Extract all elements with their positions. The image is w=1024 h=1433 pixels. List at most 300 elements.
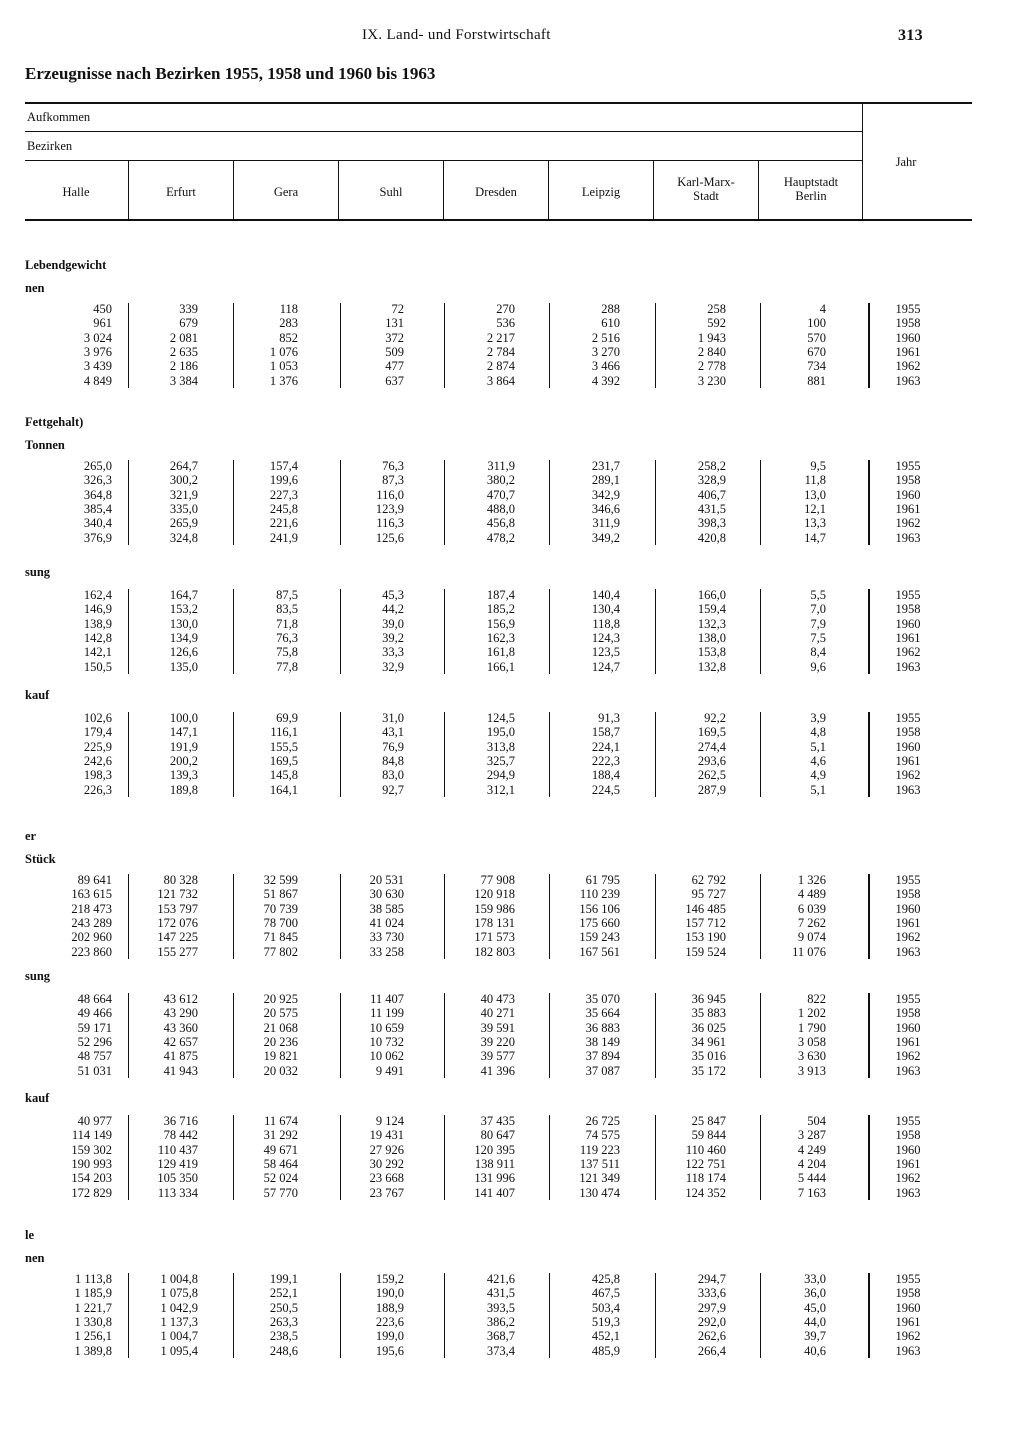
column-header-7: Hauptstadt Berlin [783, 175, 839, 203]
table-cell: 297,9 [697, 1300, 726, 1315]
table-cell: 1 053 [269, 359, 298, 374]
year-cell: 1958 [895, 1128, 921, 1143]
table-cell: 592 [707, 316, 726, 331]
table-cell: 221,6 [269, 516, 298, 531]
table-cell: 274,4 [697, 739, 726, 754]
table-cell: 44,0 [804, 1314, 826, 1329]
table-cell: 41 875 [163, 1049, 198, 1064]
table-cell: 130,4 [591, 602, 620, 617]
table-cell: 87,5 [276, 588, 298, 602]
table-cell: 110 437 [157, 1142, 198, 1157]
table-cell: 339 [179, 302, 198, 316]
table-cell: 1 221,7 [74, 1300, 112, 1315]
table-cell: 153 797 [157, 901, 198, 916]
table-cell: 372 [385, 330, 404, 345]
section-label: Fettgehalt) [25, 415, 84, 429]
table-cell: 311,9 [487, 459, 515, 473]
table-cell: 20 032 [263, 1063, 298, 1078]
table-cell: 87,3 [382, 473, 404, 488]
table-cell: 1 004,7 [160, 1329, 198, 1344]
table-cell: 223,6 [375, 1314, 404, 1329]
table-cell: 130,0 [169, 616, 198, 631]
table-cell: 57 770 [263, 1185, 298, 1200]
table-cell: 35 172 [691, 1063, 726, 1078]
table-cell: 5,5 [810, 588, 826, 602]
table-cell: 485,9 [591, 1343, 620, 1358]
table-cell: 504 [807, 1114, 826, 1128]
table-cell: 14,7 [804, 530, 826, 545]
table-cell: 199,0 [375, 1329, 404, 1344]
table-cell: 19 821 [263, 1049, 298, 1064]
table-cell: 380,2 [486, 473, 515, 488]
table-cell: 110 460 [685, 1142, 726, 1157]
table-cell: 292,0 [697, 1314, 726, 1329]
table-cell: 26 725 [585, 1114, 620, 1128]
table-cell: 142,1 [83, 645, 112, 660]
table-cell: 245,8 [269, 501, 298, 516]
table-cell: 670 [807, 344, 826, 359]
table-cell: 7 163 [797, 1185, 826, 1200]
section-label: kauf [25, 688, 50, 702]
table-cell: 59 171 [77, 1020, 112, 1035]
table-cell: 20 925 [263, 992, 298, 1006]
table-cell: 5,1 [810, 782, 826, 797]
table-cell: 262,6 [697, 1329, 726, 1344]
table-cell: 92,7 [382, 782, 404, 797]
table-cell: 243 289 [71, 915, 112, 930]
table-cell: 141 407 [474, 1185, 515, 1200]
table-cell: 11 674 [264, 1114, 298, 1128]
table-cell: 2 840 [697, 344, 726, 359]
table-cell: 76,3 [276, 630, 298, 645]
table-cell: 456,8 [486, 516, 515, 531]
year-cell: 1960 [895, 739, 921, 754]
table-cell: 822 [807, 992, 826, 1006]
header-column-divider [653, 161, 654, 220]
table-cell: 333,6 [697, 1286, 726, 1301]
table-cell: 198,3 [83, 768, 112, 783]
year-cell: 1955 [895, 459, 921, 473]
table-cell: 2 186 [169, 359, 198, 374]
table-cell: 35 070 [585, 992, 620, 1006]
table-cell: 5 444 [797, 1171, 826, 1186]
table-cell: 478,2 [486, 530, 515, 545]
table-cell: 9,6 [810, 659, 826, 674]
table-cell: 159,2 [375, 1272, 404, 1286]
table-cell: 36 716 [163, 1114, 198, 1128]
header-bezirken: Bezirken [27, 139, 73, 153]
table-cell: 44,2 [382, 602, 404, 617]
table-cell: 225,9 [83, 739, 112, 754]
table-cell: 59 844 [691, 1128, 726, 1143]
table-cell: 25 847 [691, 1114, 726, 1128]
table-cell: 61 795 [585, 873, 620, 887]
table-cell: 287,9 [697, 782, 726, 797]
table-cell: 258 [707, 302, 726, 316]
table-cell: 1 042,9 [160, 1300, 198, 1315]
year-cell: 1958 [895, 1006, 921, 1021]
year-cell: 1958 [895, 602, 921, 617]
year-cell: 1963 [895, 782, 921, 797]
table-cell: 172 829 [71, 1185, 112, 1200]
table-cell: 83,5 [276, 602, 298, 617]
table-cell: 12,1 [804, 501, 826, 516]
table-cell: 126,6 [169, 645, 198, 660]
section-label: kauf [25, 1091, 50, 1105]
header-bottom-rule [25, 219, 972, 221]
table-cell: 48 664 [77, 992, 112, 1006]
table-cell: 2 784 [486, 344, 515, 359]
table-cell: 20 575 [263, 1006, 298, 1021]
table-cell: 4 249 [797, 1142, 826, 1157]
table-cell: 3 466 [591, 359, 620, 374]
year-cell: 1963 [895, 373, 921, 388]
table-cell: 125,6 [375, 530, 404, 545]
table-cell: 961 [93, 316, 112, 331]
table-cell: 241,9 [269, 530, 298, 545]
table-cell: 91,3 [598, 711, 620, 725]
table-cell: 78 700 [263, 915, 298, 930]
year-cell: 1962 [895, 930, 921, 945]
table-cell: 179,4 [83, 725, 112, 740]
table-cell: 43 612 [163, 992, 198, 1006]
table-cell: 224,1 [591, 739, 620, 754]
table-cell: 10 659 [369, 1020, 404, 1035]
table-cell: 27 926 [369, 1142, 404, 1157]
table-cell: 137 511 [579, 1156, 620, 1171]
year-cell: 1963 [895, 1343, 921, 1358]
table-cell: 3 287 [797, 1128, 826, 1143]
year-cell: 1963 [895, 1063, 921, 1078]
year-cell: 1960 [895, 616, 921, 631]
table-cell: 1 185,9 [74, 1286, 112, 1301]
year-cell: 1958 [895, 1286, 921, 1301]
header-aufkommen: Aufkommen [27, 110, 91, 124]
table-cell: 122 751 [685, 1156, 726, 1171]
table-cell: 77,8 [276, 659, 298, 674]
running-header: IX. Land- und Forstwirtschaft [362, 27, 551, 43]
table-cell: 36 883 [585, 1020, 620, 1035]
table-cell: 340,4 [83, 516, 112, 531]
year-cell: 1955 [895, 302, 921, 316]
table-cell: 153 190 [685, 930, 726, 945]
table-cell: 142,8 [83, 630, 112, 645]
table-cell: 191,9 [169, 739, 198, 754]
table-cell: 200,2 [169, 753, 198, 768]
year-cell: 1962 [895, 1171, 921, 1186]
column-header-3: Suhl [379, 185, 403, 199]
table-cell: 252,1 [269, 1286, 298, 1301]
table-cell: 43 360 [163, 1020, 198, 1035]
year-cell: 1955 [895, 711, 921, 725]
year-cell: 1962 [895, 768, 921, 783]
table-cell: 452,1 [591, 1329, 620, 1344]
table-cell: 425,8 [591, 1272, 620, 1286]
year-cell: 1962 [895, 516, 921, 531]
table-cell: 72 [391, 302, 404, 316]
table-cell: 349,2 [591, 530, 620, 545]
table-cell: 51 031 [77, 1063, 112, 1078]
table-cell: 102,6 [83, 711, 112, 725]
table-cell: 2 516 [591, 330, 620, 345]
header-rule-1 [25, 131, 862, 132]
table-cell: 1 004,8 [160, 1272, 198, 1286]
table-cell: 9 491 [375, 1063, 404, 1078]
table-cell: 80 328 [163, 873, 198, 887]
table-cell: 3 024 [83, 330, 112, 345]
table-cell: 393,5 [486, 1300, 515, 1315]
table-cell: 162,4 [83, 588, 112, 602]
table-cell: 35 664 [585, 1006, 620, 1021]
table-cell: 1 389,8 [74, 1343, 112, 1358]
table-cell: 172 076 [157, 915, 198, 930]
table-cell: 637 [385, 373, 404, 388]
column-header-4: Dresden [475, 185, 517, 199]
table-cell: 169,5 [269, 753, 298, 768]
table-cell: 116,0 [376, 487, 404, 502]
table-cell: 4,9 [810, 768, 826, 783]
table-cell: 222,3 [591, 753, 620, 768]
table-cell: 32 599 [263, 873, 298, 887]
table-cell: 265,0 [83, 459, 112, 473]
table-cell: 470,7 [486, 487, 515, 502]
column-header-2: Gera [273, 185, 299, 199]
table-cell: 132,8 [697, 659, 726, 674]
table-cell: 188,4 [591, 768, 620, 783]
table-cell: 156,9 [486, 616, 515, 631]
table-cell: 39 577 [480, 1049, 515, 1064]
table-cell: 77 802 [263, 944, 298, 959]
year-cell: 1955 [895, 1114, 921, 1128]
table-cell: 120 395 [474, 1142, 515, 1157]
table-cell: 477 [385, 359, 404, 374]
table-cell: 153,2 [169, 602, 198, 617]
table-cell: 7,9 [810, 616, 826, 631]
table-cell: 190 993 [71, 1156, 112, 1171]
table-cell: 4 489 [797, 887, 826, 902]
table-cell: 33,0 [804, 1272, 826, 1286]
table-cell: 178 131 [474, 915, 515, 930]
table-cell: 293,6 [697, 753, 726, 768]
year-cell: 1962 [895, 359, 921, 374]
section-label: le [25, 1228, 35, 1242]
table-cell: 3 270 [591, 344, 620, 359]
table-cell: 3 384 [169, 373, 198, 388]
section-label: Stück [25, 852, 56, 866]
year-cell: 1961 [895, 1156, 921, 1171]
year-cell: 1961 [895, 630, 921, 645]
section-label: nen [25, 281, 45, 295]
year-cell: 1958 [895, 725, 921, 740]
table-cell: 342,9 [591, 487, 620, 502]
table-cell: 3 230 [697, 373, 726, 388]
table-cell: 78 442 [163, 1128, 198, 1143]
table-cell: 9 124 [375, 1114, 404, 1128]
table-cell: 182 803 [474, 944, 515, 959]
table-cell: 39 591 [480, 1020, 515, 1035]
table-cell: 39,7 [804, 1329, 826, 1344]
table-cell: 32,9 [382, 659, 404, 674]
table-cell: 199,6 [269, 473, 298, 488]
table-cell: 266,4 [697, 1343, 726, 1358]
table-cell: 1 943 [697, 330, 726, 345]
table-cell: 10 062 [369, 1049, 404, 1064]
table-cell: 153,8 [697, 645, 726, 660]
table-cell: 23 767 [369, 1185, 404, 1200]
table-cell: 71,8 [276, 616, 298, 631]
table-cell: 38 585 [369, 901, 404, 916]
table-cell: 385,4 [83, 501, 112, 516]
table-cell: 40 977 [77, 1114, 112, 1128]
table-cell: 35 883 [691, 1006, 726, 1021]
year-cell: 1960 [895, 330, 921, 345]
table-cell: 123,5 [591, 645, 620, 660]
table-cell: 33 258 [369, 944, 404, 959]
table-cell: 3 630 [797, 1049, 826, 1064]
table-cell: 368,7 [486, 1329, 515, 1344]
table-cell: 450 [93, 302, 112, 316]
table-cell: 116,3 [376, 516, 404, 531]
section-label: sung [25, 565, 51, 579]
table-cell: 13,3 [804, 516, 826, 531]
table-cell: 289,1 [591, 473, 620, 488]
table-cell: 161,8 [486, 645, 515, 660]
table-cell: 167 561 [579, 944, 620, 959]
table-cell: 325,7 [486, 753, 515, 768]
table-cell: 231,7 [591, 459, 620, 473]
table-cell: 114 149 [71, 1128, 112, 1143]
table-cell: 4 204 [797, 1156, 826, 1171]
table-cell: 283 [279, 316, 298, 331]
table-cell: 509 [385, 344, 404, 359]
table-cell: 679 [179, 316, 198, 331]
table-cell: 83,0 [382, 768, 404, 783]
table-cell: 364,8 [83, 487, 112, 502]
table-cell: 321,9 [169, 487, 198, 502]
table-cell: 49 466 [77, 1006, 112, 1021]
table-cell: 20 531 [369, 873, 404, 887]
year-cell: 1960 [895, 1142, 921, 1157]
table-cell: 23 668 [369, 1171, 404, 1186]
table-cell: 76,3 [382, 459, 404, 473]
table-cell: 7,0 [810, 602, 826, 617]
table-cell: 431,5 [486, 1286, 515, 1301]
table-cell: 119 223 [579, 1142, 620, 1157]
table-cell: 51 867 [263, 887, 298, 902]
table-cell: 328,9 [697, 473, 726, 488]
table-cell: 118,8 [592, 616, 620, 631]
table-cell: 4 [819, 302, 826, 316]
year-cell: 1955 [895, 992, 921, 1006]
table-cell: 190,0 [375, 1286, 404, 1301]
table-cell: 41 396 [480, 1063, 515, 1078]
table-cell: 195,6 [375, 1343, 404, 1358]
table-cell: 3 976 [83, 344, 112, 359]
table-cell: 36 945 [691, 992, 726, 1006]
table-cell: 852 [279, 330, 298, 345]
table-cell: 62 792 [691, 873, 726, 887]
table-cell: 124,3 [591, 630, 620, 645]
table-cell: 76,9 [382, 739, 404, 754]
table-cell: 398,3 [697, 516, 726, 531]
table-cell: 157,4 [269, 459, 298, 473]
table-cell: 1 076 [269, 344, 298, 359]
year-cell: 1955 [895, 873, 921, 887]
header-column-divider [233, 161, 234, 220]
table-cell: 420,8 [697, 530, 726, 545]
table-cell: 113 334 [157, 1185, 198, 1200]
table-cell: 131 [385, 316, 404, 331]
table-cell: 11,8 [804, 473, 826, 488]
year-cell: 1955 [895, 588, 921, 602]
table-cell: 3 058 [797, 1034, 826, 1049]
year-cell: 1960 [895, 1300, 921, 1315]
table-cell: 4,8 [810, 725, 826, 740]
table-cell: 8,4 [810, 645, 826, 660]
table-cell: 45,3 [382, 588, 404, 602]
table-cell: 124 352 [685, 1185, 726, 1200]
table-cell: 163 615 [71, 887, 112, 902]
table-cell: 3,9 [810, 711, 826, 725]
table-cell: 536 [496, 316, 515, 331]
table-cell: 238,5 [269, 1329, 298, 1344]
table-cell: 135,0 [169, 659, 198, 674]
table-cell: 31,0 [382, 711, 404, 725]
table-cell: 164,7 [169, 588, 198, 602]
table-cell: 69,9 [276, 711, 298, 725]
table-cell: 294,9 [486, 768, 515, 783]
table-cell: 5,1 [810, 739, 826, 754]
table-cell: 39,2 [382, 630, 404, 645]
table-cell: 132,3 [697, 616, 726, 631]
table-cell: 159 243 [579, 930, 620, 945]
page-number: 313 [898, 27, 923, 44]
section-label: sung [25, 969, 51, 983]
header-column-divider [338, 161, 339, 220]
year-cell: 1961 [895, 1314, 921, 1329]
table-cell: 45,0 [804, 1300, 826, 1315]
table-cell: 2 217 [486, 330, 515, 345]
table-cell: 2 635 [169, 344, 198, 359]
table-cell: 124,7 [591, 659, 620, 674]
year-cell: 1960 [895, 487, 921, 502]
table-cell: 134,9 [169, 630, 198, 645]
table-cell: 185,2 [486, 602, 515, 617]
table-cell: 10 732 [369, 1034, 404, 1049]
table-cell: 21 068 [263, 1020, 298, 1035]
table-cell: 519,3 [591, 1314, 620, 1329]
column-header-6: Karl-Marx- Stadt [677, 175, 735, 203]
table-cell: 1 326 [797, 873, 826, 887]
table-cell: 131 996 [474, 1171, 515, 1186]
table-cell: 70 739 [263, 901, 298, 916]
table-cell: 248,6 [269, 1343, 298, 1358]
table-cell: 610 [601, 316, 620, 331]
table-cell: 74 575 [585, 1128, 620, 1143]
table-cell: 326,3 [83, 473, 112, 488]
table-cell: 30 292 [369, 1156, 404, 1171]
section-label: Lebendgewicht [25, 258, 107, 272]
table-cell: 312,1 [486, 782, 515, 797]
year-cell: 1962 [895, 1329, 921, 1344]
table-cell: 386,2 [486, 1314, 515, 1329]
header-column-divider [548, 161, 549, 220]
table-cell: 80 647 [480, 1128, 515, 1143]
table-cell: 242,6 [83, 753, 112, 768]
table-cell: 146 485 [685, 901, 726, 916]
table-cell: 39,0 [382, 616, 404, 631]
table-cell: 175 660 [579, 915, 620, 930]
